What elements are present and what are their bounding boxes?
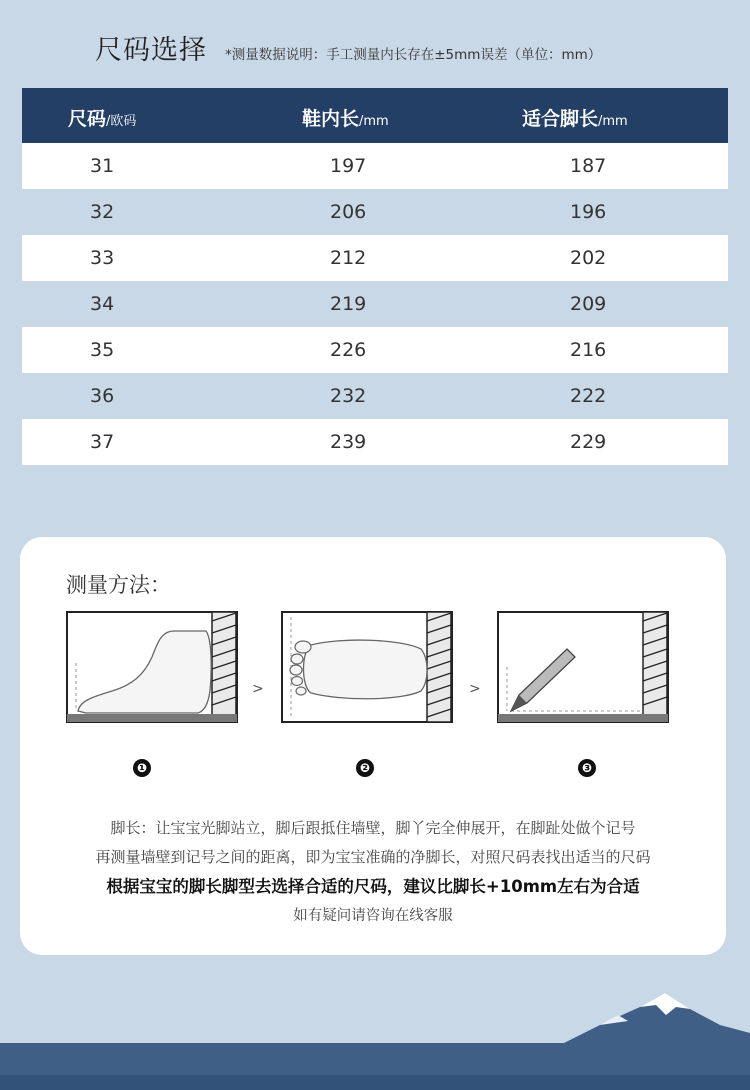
table-row <box>22 143 728 189</box>
table-row <box>22 281 728 327</box>
cell-inner-length: 197 <box>330 155 367 177</box>
title-row <box>95 28 601 67</box>
cell-size: 31 <box>90 155 115 177</box>
cell-foot-length: 216 <box>570 339 607 361</box>
cell-foot-length: 196 <box>570 201 607 223</box>
cell-size: 36 <box>90 385 115 407</box>
table-row <box>22 419 728 465</box>
step-number-3: ❸ <box>578 759 596 777</box>
cell-foot-length: 202 <box>570 247 607 269</box>
table-row <box>22 373 728 419</box>
col-header-size: 尺码/欧码 <box>68 108 137 130</box>
cell-inner-length: 212 <box>330 247 367 269</box>
table-body <box>22 143 728 465</box>
table-row <box>22 235 728 281</box>
step-arrow-1: > <box>252 681 264 697</box>
cell-size: 34 <box>90 293 115 315</box>
col-header-foot-length: 适合脚长/mm <box>522 108 628 130</box>
cell-foot-length: 187 <box>570 155 607 177</box>
col-header-inner-length: 鞋内长/mm <box>302 108 389 130</box>
customer-service-note: 如有疑问请咨询在线客服 <box>293 908 453 924</box>
instruction-line-1: 脚长：让宝宝光脚站立，脚后跟抵住墙壁，脚丫完全伸展开，在脚趾处做个记号 <box>110 819 636 837</box>
cell-foot-length: 222 <box>570 385 607 407</box>
cell-inner-length: 219 <box>330 293 367 315</box>
cell-inner-length: 232 <box>330 385 367 407</box>
table-header <box>22 88 728 143</box>
cell-foot-length: 229 <box>570 431 607 453</box>
size-table <box>22 88 728 465</box>
instruction-line-2: 再测量墙壁到记号之间的距离，即为宝宝准确的净脚长，对照尺码表找出适当的尺码 <box>95 848 651 866</box>
step-arrow-2: > <box>469 681 481 697</box>
table-row <box>22 327 728 373</box>
measure-method-card <box>20 537 726 955</box>
mountain-decoration <box>0 985 750 1090</box>
cell-size: 35 <box>90 339 115 361</box>
step-number-1: ❶ <box>133 759 151 777</box>
table-row <box>22 189 728 235</box>
foot-side-illustration <box>66 611 238 723</box>
measurement-note: *测量数据说明：手工测量内长存在±5mm误差（单位：mm） <box>225 47 602 63</box>
cell-size: 37 <box>90 431 115 453</box>
cell-inner-length: 206 <box>330 201 367 223</box>
instruction-line-3: 根据宝宝的脚长脚型去选择合适的尺码，建议比脚长+10mm左右为合适 <box>106 877 640 896</box>
foot-top-illustration <box>281 611 453 723</box>
cell-inner-length: 226 <box>330 339 367 361</box>
cell-size: 33 <box>90 247 115 269</box>
page-title: 尺码选择 <box>95 35 207 66</box>
step-number-2: ❷ <box>356 759 374 777</box>
method-title: 测量方法： <box>66 573 171 597</box>
cell-size: 32 <box>90 201 115 223</box>
cell-foot-length: 209 <box>570 293 607 315</box>
cell-inner-length: 239 <box>330 431 367 453</box>
pencil-mark-illustration <box>497 611 669 723</box>
